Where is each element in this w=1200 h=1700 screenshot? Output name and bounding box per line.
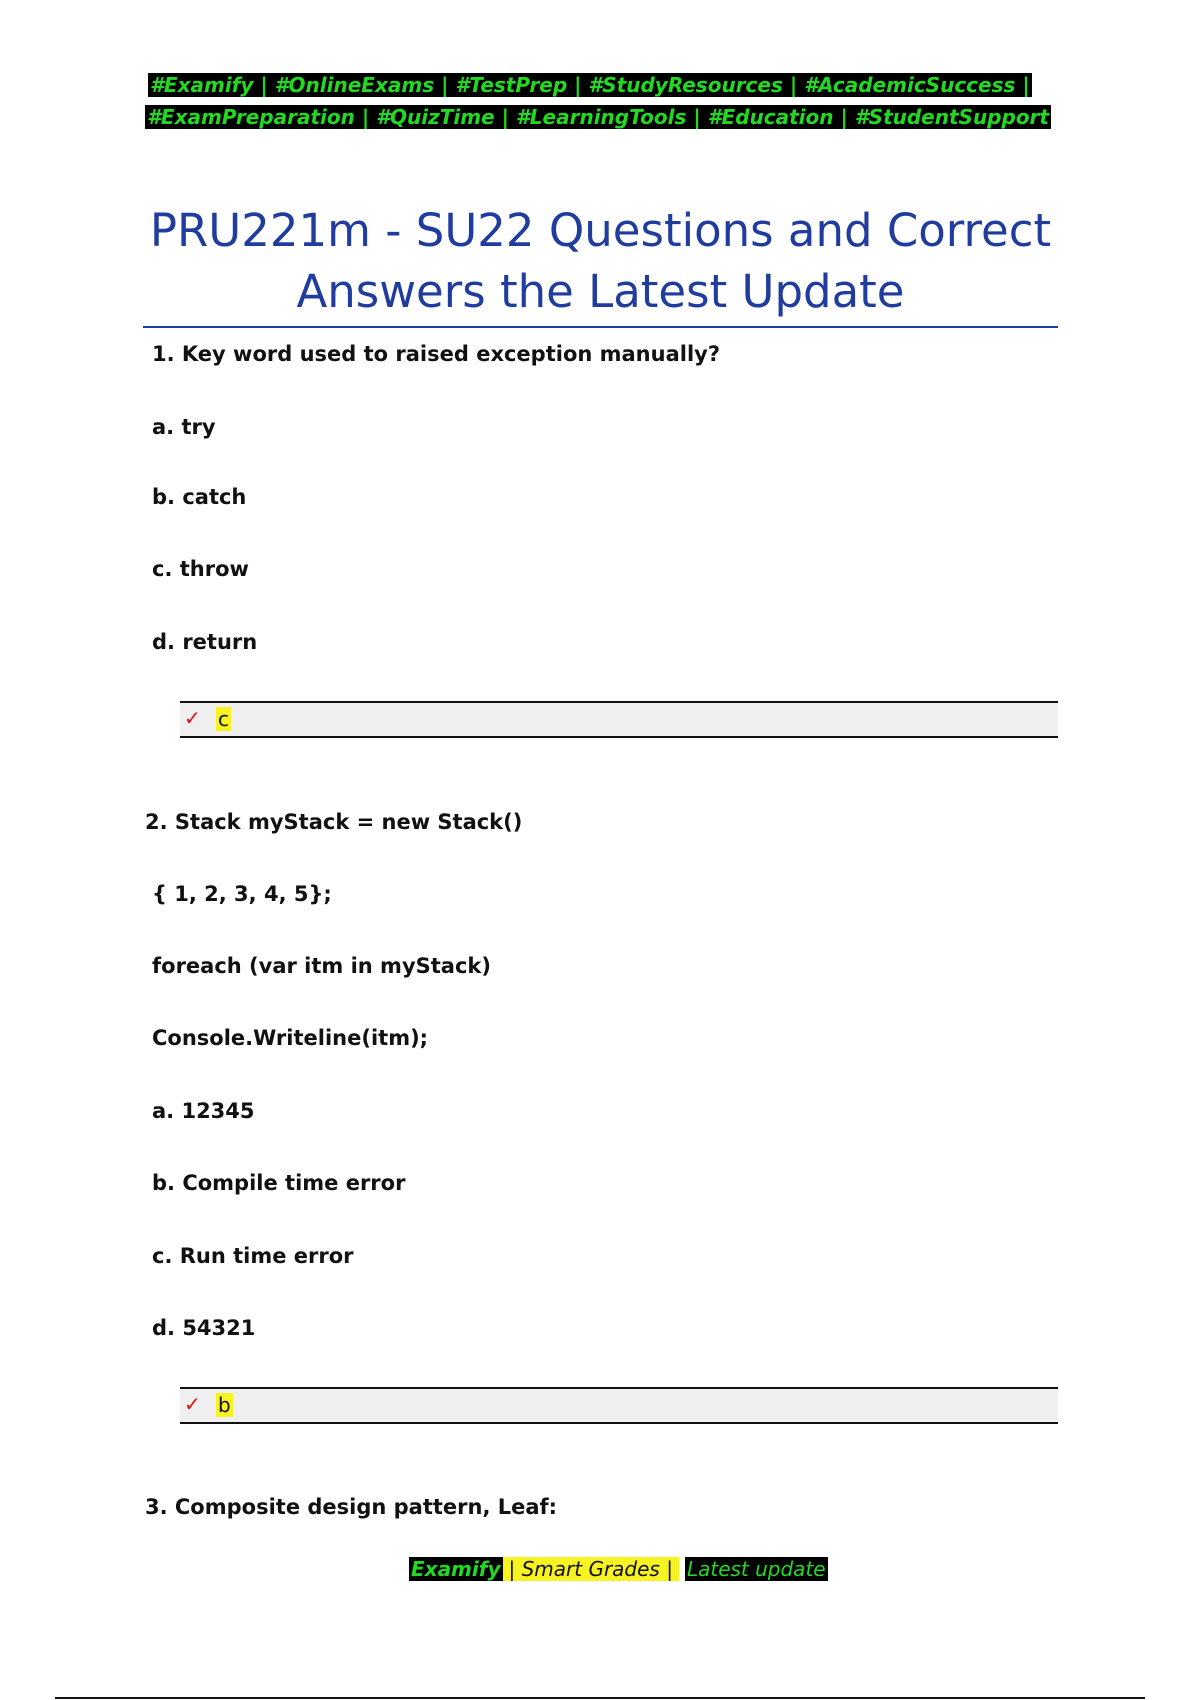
footer-brand: Examify: [411, 1557, 501, 1581]
checkmark-icon: ✓: [184, 1392, 201, 1416]
question-1-answer: c: [218, 707, 229, 731]
page-bottom-divider: [55, 1697, 1145, 1699]
page-title-line-2: Answers the Latest Update: [296, 265, 905, 318]
footer-latest-update: Latest update: [686, 1557, 826, 1581]
question-2-answer-box: [180, 1387, 1058, 1424]
question-2-prompt-line-2: { 1, 2, 3, 4, 5};: [152, 882, 332, 906]
question-1-option-c: c. throw: [152, 557, 249, 581]
question-2-option-c: c. Run time error: [152, 1244, 354, 1268]
page-title: [143, 200, 1058, 322]
question-2-prompt-line-4: Console.Writeline(itm);: [152, 1026, 429, 1050]
page-title-line-1: PRU221m - SU22 Questions and Correct: [149, 204, 1052, 257]
footer-middle: | Smart Grades |: [503, 1557, 679, 1581]
question-2-answer: b: [218, 1393, 231, 1417]
question-1-option-a: a. try: [152, 415, 216, 439]
hashtag-banner-line-1: #Examify | #OnlineExams | #TestPrep | #StudyResources | #AcademicSuccess |: [150, 73, 1030, 97]
question-1-option-d: d. return: [152, 630, 258, 654]
question-2-prompt-line-3: foreach (var itm in myStack): [152, 954, 491, 978]
question-1-answer-box: [180, 701, 1058, 738]
checkmark-icon: ✓: [184, 706, 201, 730]
question-1-prompt: 1. Key word used to raised exception manually?: [152, 342, 721, 366]
hashtag-banner-line-2: #ExamPreparation | #QuizTime | #LearningTools | #Education | #StudentSupport: [147, 105, 1049, 129]
question-2-option-a: a. 12345: [152, 1099, 255, 1123]
question-3-prompt: 3. Composite design pattern, Leaf:: [145, 1495, 558, 1519]
question-2-option-d: d. 54321: [152, 1316, 256, 1340]
question-2-prompt-line-1: 2. Stack myStack = new Stack(): [145, 810, 523, 834]
page-footer: [409, 1555, 828, 1583]
question-1-option-b: b. catch: [152, 485, 247, 509]
question-2-option-b: b. Compile time error: [152, 1171, 406, 1195]
title-divider: [143, 326, 1058, 328]
